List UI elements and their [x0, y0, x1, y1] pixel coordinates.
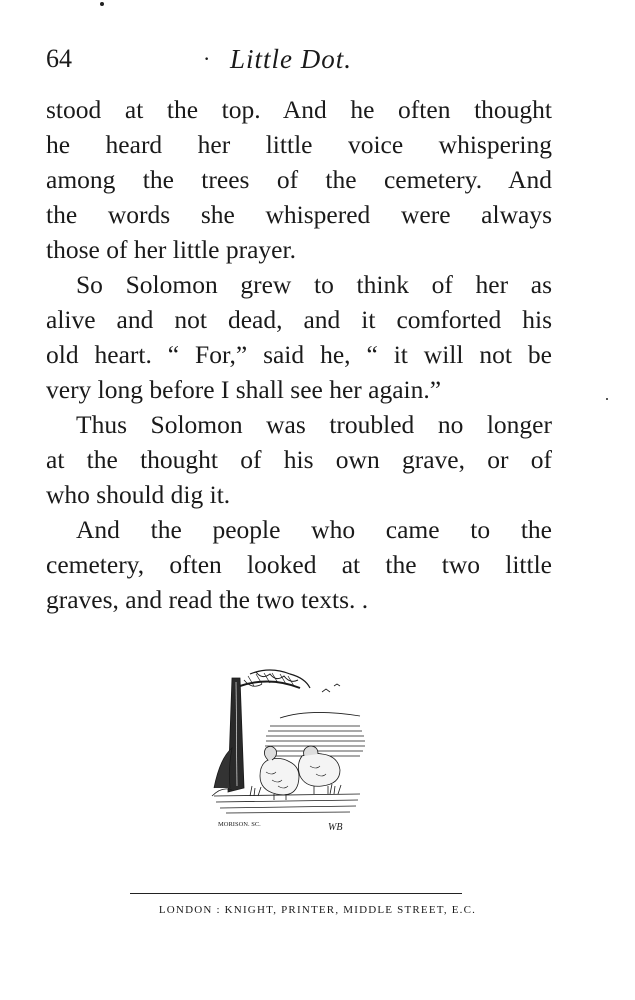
engraver-signature: MORISON. SC.	[218, 821, 261, 828]
text-line: very long before I shall see her again.”	[46, 375, 442, 404]
text-line: who should dig it.	[46, 480, 231, 509]
printer-imprint: LONDON : KNIGHT, PRINTER, MIDDLE STREET, E.C.	[158, 904, 477, 916]
text-line: stood at the top. And he often thought	[46, 95, 552, 124]
text-line: alive and not dead, and it comforted his	[46, 305, 552, 334]
text-line: And the people who came to the	[76, 515, 552, 544]
text-line: cemetery, often looked at the two little	[46, 550, 552, 579]
text-line: at the thought of his own grave, or of	[46, 445, 552, 474]
text-line: graves, and read the two texts. .	[46, 585, 369, 614]
sheep-vignette-illustration	[210, 668, 370, 838]
text-line: old heart. “ For,” said he, “ it will not be	[46, 340, 552, 369]
paragraph-1	[46, 92, 552, 267]
text-line: Thus Solomon was troubled no longer	[76, 410, 552, 439]
text-line: So Solomon grew to think of her as	[76, 270, 552, 299]
imprint-rule	[130, 893, 462, 894]
text-line: the words she whispered were always	[46, 200, 552, 229]
page-number: 64	[46, 44, 72, 73]
paragraph-3	[46, 407, 552, 512]
text-line: among the trees of the cemetery. And	[46, 165, 552, 194]
text-line: he heard her little voice whispering	[46, 130, 552, 159]
running-head-separator: ·	[203, 46, 211, 71]
running-title: Little Dot.	[230, 44, 353, 74]
paragraph-2	[46, 267, 552, 407]
print-speck	[100, 2, 104, 6]
running-head	[46, 42, 546, 82]
text-line: those of her little prayer.	[46, 235, 296, 264]
body-text	[46, 92, 552, 617]
artist-monogram: WB	[328, 822, 343, 833]
print-speck	[606, 398, 608, 400]
paragraph-4	[46, 512, 552, 617]
